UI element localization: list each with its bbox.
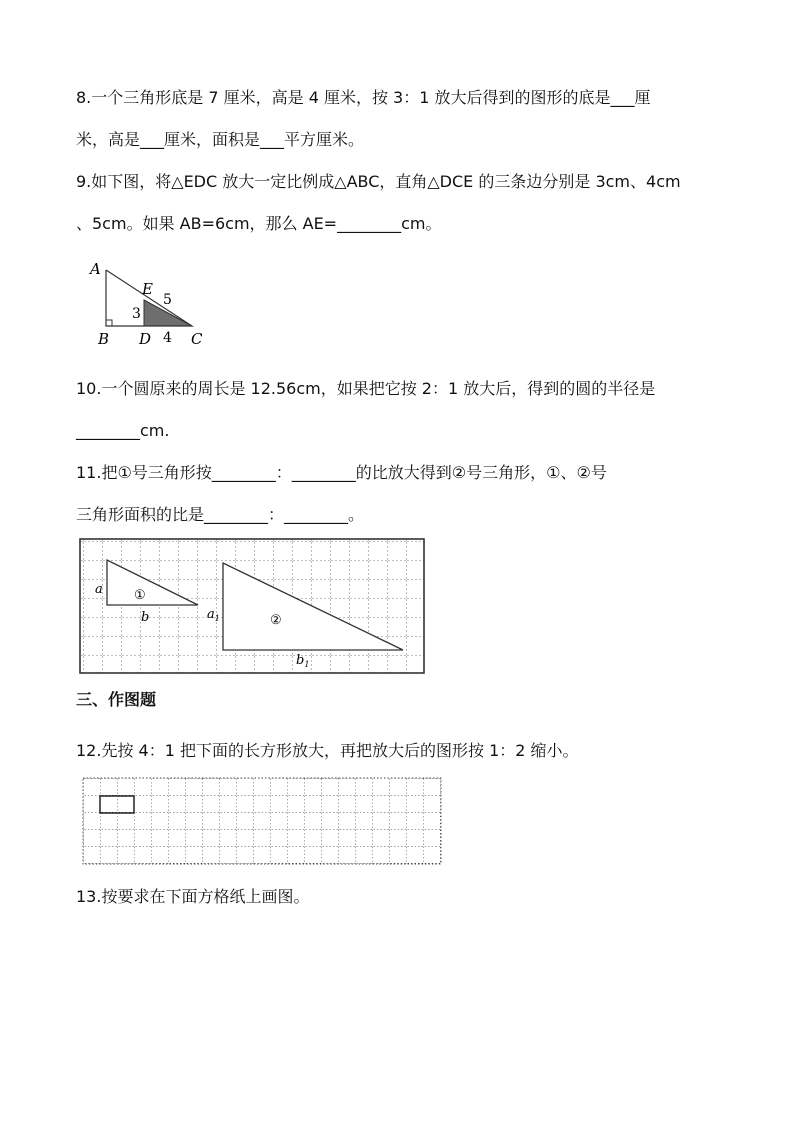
q11-grid-figure bbox=[78, 536, 426, 676]
label-triangle-1: ① bbox=[134, 588, 146, 603]
section-title: 三、作图题 bbox=[76, 690, 157, 709]
grid-paper bbox=[83, 778, 441, 864]
label-dc: 4 bbox=[163, 330, 172, 346]
q8-line2: 米，高是___厘米，面积是___平方厘米。 bbox=[76, 130, 365, 149]
q12-line1: 12.先按 4：1 把下面的长方形放大，再把放大后的图形按 1：2 缩小。 bbox=[76, 741, 579, 760]
label-b: b bbox=[141, 610, 150, 625]
q9-line1: 9.如下图，将△EDC 放大一定比例成△ABC，直角△DCE 的三条边分别是 3cm、4cm bbox=[76, 172, 681, 191]
label-ec: 5 bbox=[163, 292, 172, 308]
right-angle-mark bbox=[106, 320, 112, 326]
label-e: E bbox=[142, 280, 153, 298]
q11-line2: 三角形面积的比是________：________。 bbox=[76, 505, 365, 524]
q10-line1: 10.一个圆原来的周长是 12.56cm，如果把它按 2：1 放大后，得到的圆的半径是 bbox=[76, 379, 656, 398]
q9-triangle-figure bbox=[86, 256, 216, 348]
label-triangle-2: ② bbox=[270, 613, 282, 628]
label-a: a bbox=[95, 582, 103, 597]
label-b1: $b_1$ bbox=[296, 653, 310, 669]
q10-line2: ________cm. bbox=[76, 421, 170, 440]
q13-line1: 13.按要求在下面方格纸上画图。 bbox=[76, 887, 310, 906]
label-c: C bbox=[191, 330, 203, 348]
q9-line2: 、5cm。如果 AB=6cm，那么 AE=________cm。 bbox=[76, 214, 442, 233]
label-de: 3 bbox=[132, 306, 141, 322]
label-a: A bbox=[90, 260, 101, 278]
label-a1: $a_1$ bbox=[207, 607, 220, 623]
label-d: D bbox=[139, 330, 152, 348]
q11-line1: 11.把①号三角形按________：________的比放大得到②号三角形，①、②号 bbox=[76, 463, 607, 482]
q8-line1: 8.一个三角形底是 7 厘米，高是 4 厘米，按 3：1 放大后得到的图形的底是___厘 bbox=[76, 88, 651, 107]
label-b: B bbox=[98, 330, 110, 348]
q12-grid-figure bbox=[81, 776, 445, 868]
